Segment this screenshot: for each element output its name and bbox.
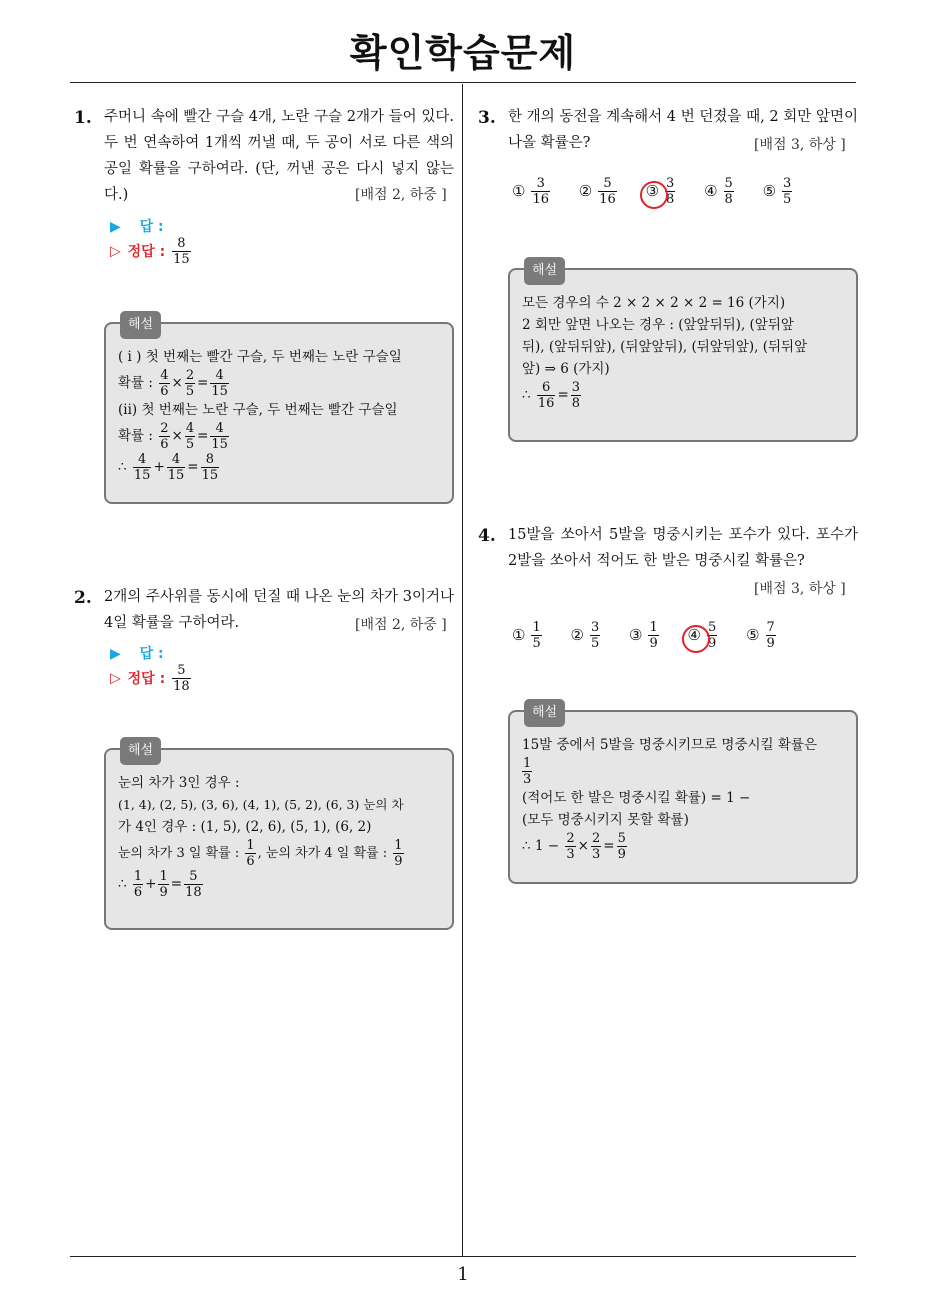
question-2-number: 2. <box>74 588 92 608</box>
page-number: 1 <box>457 1264 469 1285</box>
correct-answer-fraction: $\frac{5}{18}$ <box>173 663 190 694</box>
question-3-number: 3. <box>478 108 496 128</box>
explanation-label: 해설 <box>120 737 161 765</box>
question-2-answer-row <box>110 643 164 663</box>
explanation-line: ∴ $\frac{6}{16}$ = $\frac{3}{8}$ <box>522 380 581 411</box>
selected-circle-icon <box>682 625 710 653</box>
arrow-filled-icon: ▶ <box>110 219 121 235</box>
explanation-line: 확률 : $\frac{4}{6}$ × $\frac{2}{5}$ = $\frac{4}{15}$ <box>118 368 228 399</box>
explanation-line: ∴ $\frac{4}{15}$ + $\frac{4}{15}$ = $\frac{8}{15}$ <box>118 452 219 483</box>
question-4-number: 4. <box>478 526 496 546</box>
question-3-explanation <box>508 263 858 442</box>
question-3-choices <box>512 176 816 207</box>
question-2-explanation <box>104 743 454 930</box>
correct-answer-fraction: $\frac{8}{15}$ <box>173 236 190 267</box>
question-1-text: 주머니 속에 빨간 구슬 4개, 노란 구슬 2개가 들어 있다. 두 번 연속하여 1개씩 꺼낼 때, 두 공이 서로 다른 색의 공일 확률을 구하여라. (단, 꺼낸 공은 다시 넣지 않는다.) <box>104 109 454 203</box>
selected-circle-icon <box>640 181 668 209</box>
explanation-line: ∴ 1 − $\frac{2}{3}$ × $\frac{2}{3}$ = $\frac{5}{9}$ <box>522 831 626 862</box>
choice-option[interactable]: ④ $\frac{5}{8}$ <box>704 176 733 207</box>
explanation-line: $\frac{1}{3}$ <box>523 756 532 787</box>
choice-option[interactable]: ② $\frac{3}{5}$ <box>570 620 600 651</box>
explanation-line: ( i ) 첫 번째는 빨간 구슬, 두 번째는 노란 구슬일 <box>118 349 402 365</box>
explanation-line: 뒤), (앞뒤뒤앞), (뒤앞앞뒤), (뒤앞뒤앞), (뒤뒤앞 <box>522 339 808 355</box>
question-4-meta: [배점 3, 하상 ] <box>754 581 846 597</box>
question-3-text: 한 개의 동전을 계속해서 4 번 던졌을 때, 2 회만 앞면이 나올 확률은? <box>508 109 858 151</box>
correct-label: 정답 : <box>127 670 166 687</box>
explanation-line: 가 4인 경우 : (1, 5), (2, 6), (5, 1), (6, 2) <box>118 819 372 835</box>
explanation-line: 모든 경우의 수 2 × 2 × 2 × 2 = 16 (가지) <box>522 295 786 311</box>
question-2-meta: [배점 2, 하중 ] <box>355 617 447 633</box>
explanation-line: 2 회만 앞면 나오는 경우 : (앞앞뒤뒤), (앞뒤앞 <box>522 317 794 333</box>
answer-label: 답 : <box>139 219 164 235</box>
explanation-line: 눈의 차가 3인 경우 : <box>118 775 240 791</box>
arrow-filled-icon: ▶ <box>110 646 121 662</box>
explanation-line: (적어도 한 발은 명중시킬 확률) = 1 − <box>522 790 751 806</box>
question-4-choices <box>512 620 800 651</box>
choice-option[interactable]: ⑤ $\frac{7}{9}$ <box>746 620 775 651</box>
answer-label: 답 : <box>139 646 164 662</box>
page-title: 확인학습문제 <box>349 31 577 75</box>
correct-label: 정답 : <box>127 243 166 260</box>
question-2-correct-row <box>110 663 193 694</box>
choice-option[interactable]: ⑤ $\frac{3}{5}$ <box>762 176 792 207</box>
explanation-line: 눈의 차가 3 일 확률 : $\frac{1}{6}$ , 눈의 차가 4 일 확률 : $\frac{1}{9}$ <box>118 838 403 869</box>
explanation-line: 확률 : $\frac{2}{6}$ × $\frac{4}{5}$ = $\frac{4}{15}$ <box>118 421 228 452</box>
explanation-line: (1, 4), (2, 5), (3, 6), (4, 1), (5, 2), (6, 3) 눈의 차 <box>118 797 404 812</box>
question-1-explanation <box>104 317 454 504</box>
explanation-line: 15발 중에서 5발을 명중시키므로 명중시킬 확률은 <box>522 737 818 753</box>
question-1-meta: [배점 2, 하중 ] <box>355 187 447 203</box>
question-4-explanation <box>508 705 858 884</box>
choice-option[interactable]: ① $\frac{1}{5}$ <box>512 620 541 651</box>
top-rule <box>70 82 856 83</box>
explanation-line: (모두 명중시키지 못할 확률) <box>522 812 689 828</box>
arrow-hollow-icon: ▷ <box>110 670 121 687</box>
question-3-meta: [배점 3, 하상 ] <box>754 137 846 153</box>
question-2-text: 2개의 주사위를 동시에 던질 때 나온 눈의 차가 3이거나 4일 확률을 구하여라. <box>104 589 454 631</box>
column-divider <box>462 84 463 1256</box>
explanation-line: (ii) 첫 번째는 노란 구슬, 두 번째는 빨간 구슬일 <box>118 402 398 418</box>
explanation-label: 해설 <box>524 699 565 727</box>
choice-option[interactable]: ① $\frac{3}{16}$ <box>512 176 549 207</box>
question-1-number: 1. <box>74 108 92 128</box>
explanation-label: 해설 <box>120 311 161 339</box>
choice-option[interactable]: ② $\frac{5}{16}$ <box>578 176 616 207</box>
bottom-rule <box>70 1256 856 1257</box>
explanation-label: 해설 <box>524 257 565 285</box>
arrow-hollow-icon: ▷ <box>110 243 121 260</box>
explanation-line: ∴ $\frac{1}{6}$ + $\frac{1}{9}$ = $\frac{5}{18}$ <box>118 869 202 900</box>
question-4-text: 15발을 쏘아서 5발을 명중시키는 포수가 있다. 포수가 2발을 쏘아서 적어도 한 발은 명중시킬 확률은? <box>508 527 858 569</box>
explanation-line: 앞) ⇒ 6 (가지) <box>522 361 610 377</box>
choice-option[interactable]: ③ $\frac{1}{9}$ <box>629 620 658 651</box>
question-1-correct-row <box>110 236 193 267</box>
choice-option-selected[interactable]: ③ $\frac{3}{8}$ <box>646 176 678 207</box>
question-1-answer-row <box>110 216 164 236</box>
choice-option-selected[interactable]: ④ $\frac{5}{9}$ <box>688 620 720 651</box>
